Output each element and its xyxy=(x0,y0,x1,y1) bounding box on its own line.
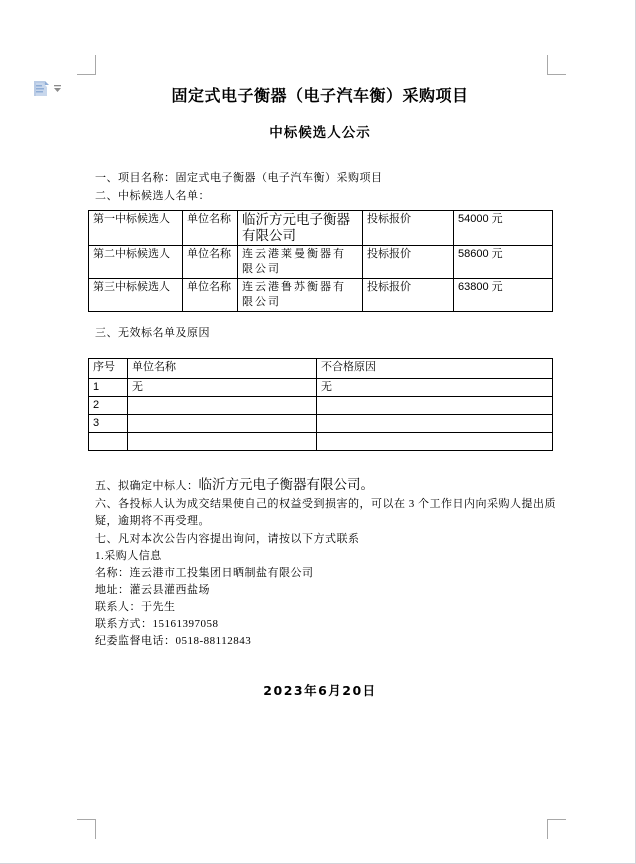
candidates-table xyxy=(88,210,553,312)
document-subtitle: 中标候选人公示 xyxy=(269,125,371,141)
table-header-row xyxy=(89,359,553,379)
price-label-cell: 投标报价 xyxy=(363,211,454,246)
unit-label-cell: 单位名称 xyxy=(183,246,238,279)
candidate-rank-cell: 第二中标候选人 xyxy=(89,246,183,279)
reason-cell xyxy=(317,433,553,451)
price-label-cell: 投标报价 xyxy=(363,279,454,312)
paste-options-button[interactable] xyxy=(32,80,62,102)
table-row xyxy=(89,415,553,433)
price-value-cell: 63800 元 xyxy=(454,279,553,312)
invalid-bids-table xyxy=(88,358,553,451)
company-name-cell: 连云港鲁苏衡器有限公司 xyxy=(238,279,363,312)
winner-line-prefix: 五、拟确定中标人： xyxy=(95,480,199,492)
announcement-date: 2023年6月20日 xyxy=(263,683,377,698)
margin-corner-mark-top-left xyxy=(77,55,96,75)
company-name-cell: 临沂方元电子衡器有限公司 xyxy=(238,211,363,246)
reason-cell xyxy=(317,415,553,433)
table-row xyxy=(89,379,553,397)
paste-options-icon xyxy=(32,80,49,102)
unit-label-cell: 单位名称 xyxy=(183,211,238,246)
invalid-section-heading: 三、无效标名单及原因 xyxy=(95,327,210,339)
unit-cell xyxy=(128,433,317,451)
purchaser-heading: 1.采购人信息 xyxy=(95,550,162,562)
candidate-rank-cell: 第三中标候选人 xyxy=(89,279,183,312)
contact-person-line: 联系人：于先生 xyxy=(95,601,176,613)
price-label-cell: 投标报价 xyxy=(363,246,454,279)
project-name-line: 一、项目名称：固定式电子衡器（电子汽车衡）采购项目 xyxy=(95,172,383,184)
purchaser-name-line: 名称：连云港市工投集团日晒制盐有限公司 xyxy=(95,567,314,579)
header-unit-cell: 单位名称 xyxy=(128,359,317,379)
candidates-list-line: 二、中标候选人名单： xyxy=(95,190,210,202)
objection-line-1: 六、各投标人认为成交结果使自己的权益受到损害的，可以在 3 个工作日内向采购人提出质 xyxy=(95,498,556,510)
winner-line xyxy=(95,479,374,493)
price-value-cell: 58600 元 xyxy=(454,246,553,279)
contact-phone-line: 联系方式：15161397058 xyxy=(95,618,219,630)
unit-label-cell: 单位名称 xyxy=(183,279,238,312)
purchaser-address-line: 地址：灌云县灌西盐场 xyxy=(95,584,210,596)
unit-cell: 无 xyxy=(128,379,317,397)
margin-corner-mark-bottom-left xyxy=(77,819,96,839)
seq-cell: 2 xyxy=(89,397,128,415)
seq-cell: 3 xyxy=(89,415,128,433)
winner-company-name: 临沂方元电子衡器有限公司。 xyxy=(198,477,374,493)
candidate-rank-cell: 第一中标候选人 xyxy=(89,211,183,246)
table-row xyxy=(89,246,553,279)
unit-cell xyxy=(128,415,317,433)
table-row xyxy=(89,397,553,415)
objection-line-2: 疑，逾期将不再受理。 xyxy=(95,515,210,527)
table-row xyxy=(89,433,553,451)
table-row xyxy=(89,279,553,312)
margin-corner-mark-bottom-right xyxy=(547,819,566,839)
reason-cell xyxy=(317,397,553,415)
seq-cell xyxy=(89,433,128,451)
chevron-down-icon[interactable] xyxy=(49,80,62,98)
header-reason-cell: 不合格原因 xyxy=(317,359,553,379)
inquiry-line: 七、凡对本次公告内容提出询问，请按以下方式联系 xyxy=(95,533,360,545)
margin-corner-mark-top-right xyxy=(547,55,566,75)
seq-cell: 1 xyxy=(89,379,128,397)
header-seq-cell: 序号 xyxy=(89,359,128,379)
reason-cell: 无 xyxy=(317,379,553,397)
document-title: 固定式电子衡器（电子汽车衡）采购项目 xyxy=(171,86,469,105)
unit-cell xyxy=(128,397,317,415)
company-name-cell: 连云港莱曼衡器有限公司 xyxy=(238,246,363,279)
supervision-phone-line: 纪委监督电话：0518-88112843 xyxy=(95,635,252,647)
table-row xyxy=(89,211,553,246)
price-value-cell: 54000 元 xyxy=(454,211,553,246)
